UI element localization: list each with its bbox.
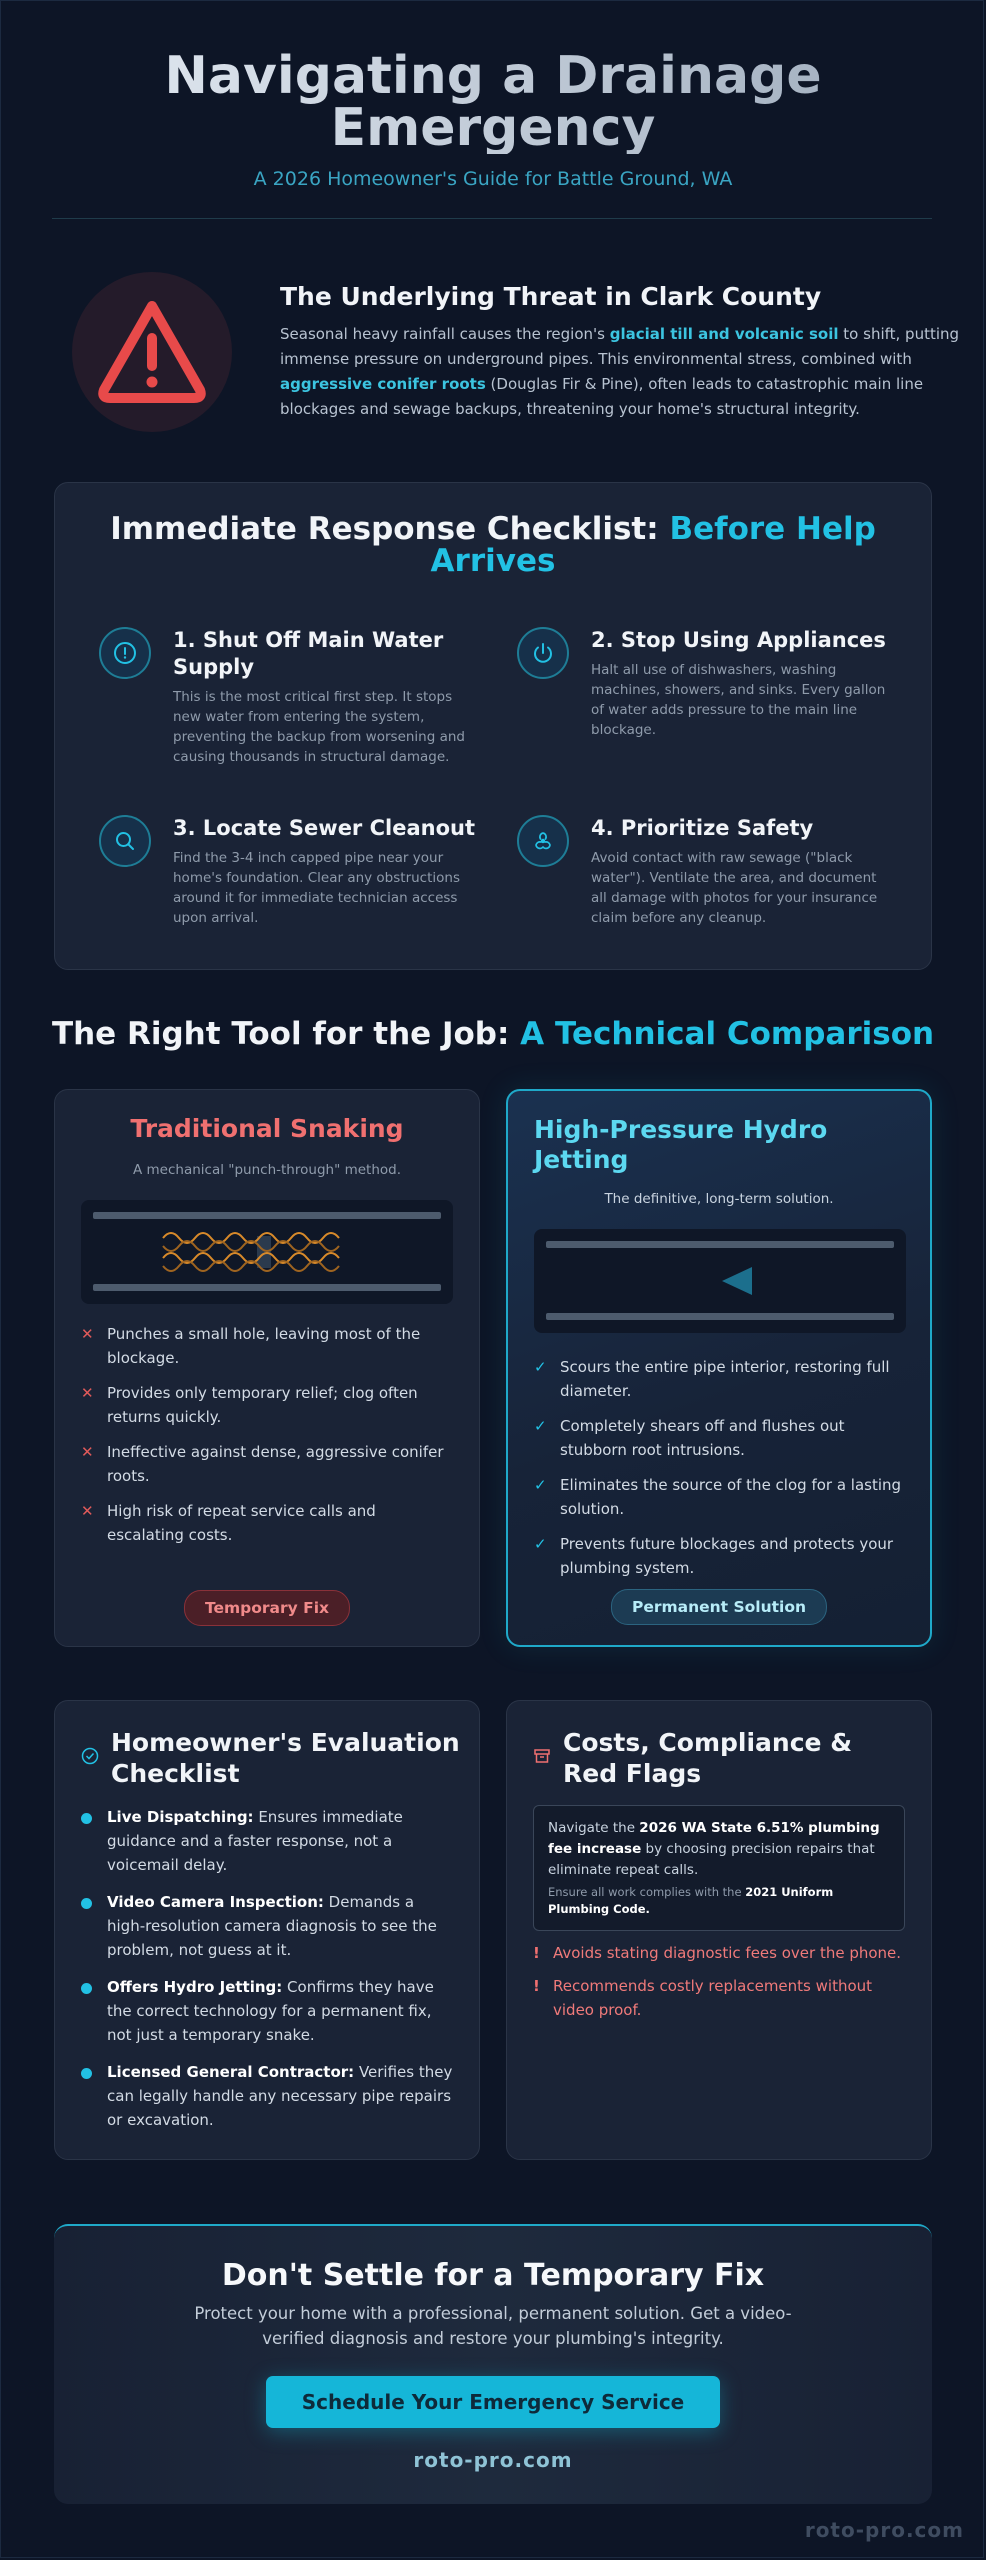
list-item: ✕ Ineffective against dense, aggressive conifer roots. xyxy=(81,1443,444,1485)
response-checklist-card xyxy=(54,482,932,970)
list-item: ✓ Eliminates the source of the clog for a lasting solution. xyxy=(534,1476,902,1518)
highlight-soil: glacial till and volcanic soil xyxy=(609,325,839,343)
divider xyxy=(52,218,932,219)
cta-heading: Don't Settle for a Temporary Fix xyxy=(221,2258,765,2293)
step-title: 3. Locate Sewer Cleanout xyxy=(173,816,475,840)
list-item: Licensed General Contractor: Verifies they can legally handle any necessary pipe repairs or excavation. xyxy=(81,2060,455,2132)
hero xyxy=(0,46,986,190)
cta-text: Protect your home with a professional, permanent solution. Get a video-verified diagnosis and restore your plumbing's integrity. xyxy=(194,2304,792,2348)
evaluation-checklist-card xyxy=(54,1700,480,2160)
threat-section xyxy=(72,270,960,430)
jet-nozzle-icon xyxy=(534,1229,906,1333)
step-shut-off-water xyxy=(99,627,489,777)
traditional-drawbacks xyxy=(81,1322,451,1558)
step-text: Find the 3-4 inch capped pipe near your home's foundation. Clear any obstructions around it for immediate technician access upon arrival. xyxy=(173,850,461,926)
list-item: Live Dispatching: Ensures immediate guidance and a faster response, not a voicemail delay. xyxy=(81,1805,455,1877)
step-stop-appliances xyxy=(517,627,907,777)
list-item: ! Avoids stating diagnostic fees over the phone. xyxy=(533,1944,902,1962)
list-item: Video Camera Inspection: Demands a high-resolution camera diagnosis to see the problem, not guess at it. xyxy=(81,1890,455,1962)
traditional-title: Traditional Snaking xyxy=(130,1114,404,1143)
costs-header xyxy=(533,1727,913,1787)
costs-title: Costs, Compliance & Red Flags xyxy=(563,1728,852,1788)
fee-info-box: Navigate the 2026 WA State 6.51% plumbing fee increase by choosing precision repairs that eliminate repeat calls. Ensure all work complies with the 2021 Uniform Plumbing Code. xyxy=(533,1805,905,1931)
list-item: Offers Hydro Jetting: Confirms they have the correct technology for a permanent fix, not just a temporary snake. xyxy=(81,1975,455,2047)
check-circle-icon xyxy=(81,1747,99,1765)
permanent-solution-badge: Permanent Solution xyxy=(611,1589,827,1625)
traditional-tagline: A mechanical "punch-through" method. xyxy=(133,1162,401,1178)
schedule-service-button[interactable]: Schedule Your Emergency Service xyxy=(266,2376,720,2428)
list-item: ✓ Scours the entire pipe interior, restoring full diameter. xyxy=(534,1358,890,1400)
warning-triangle-icon xyxy=(72,272,232,432)
list-item: ! Recommends costly replacements without video proof. xyxy=(533,1977,873,2019)
archive-box-icon xyxy=(533,1747,551,1765)
step-locate-cleanout xyxy=(99,815,489,965)
hydro-title: High-Pressure Hydro Jetting xyxy=(534,1115,828,1174)
page-subtitle: A 2026 Homeowner's Guide for Battle Ground, WA xyxy=(253,168,733,190)
checklist-title: Immediate Response Checklist: Before Help Arrives xyxy=(110,511,876,579)
step-title: 2. Stop Using Appliances xyxy=(591,628,886,652)
hydro-benefits xyxy=(534,1355,904,1591)
traditional-snaking-card xyxy=(54,1089,480,1647)
temporary-fix-badge: Temporary Fix xyxy=(184,1590,350,1626)
step-text: Halt all use of dishwashers, washing machines, showers, and sinks. Every gallon of water adds pressure to the main line blockage. xyxy=(591,662,886,738)
step-prioritize-safety xyxy=(517,815,907,965)
step-title: 4. Prioritize Safety xyxy=(591,816,814,840)
snake-coil-icon xyxy=(81,1200,453,1304)
threat-heading: The Underlying Threat in Clark County xyxy=(280,282,822,311)
alert-circle-icon xyxy=(99,627,151,679)
red-flags-list xyxy=(533,1941,913,2031)
list-item: ✕ Punches a small hole, leaving most of the blockage. xyxy=(81,1325,421,1367)
hydro-jetting-card xyxy=(506,1089,932,1647)
evaluation-header xyxy=(81,1727,461,1787)
step-text: Avoid contact with raw sewage ("black water"). Ventilate the area, and document all damage with photos for your insurance claim before any cleanup. xyxy=(591,850,878,926)
list-item: ✓ Completely shears off and flushes out stubborn root intrusions. xyxy=(534,1417,845,1459)
evaluation-title: Homeowner's Evaluation Checklist xyxy=(111,1728,460,1788)
cta-section xyxy=(54,2224,932,2504)
step-text: This is the most critical first step. It stops new water from entering the system, preventing the backup from worsening and causing thousands in structural damage. xyxy=(173,689,465,765)
step-title: 1. Shut Off Main Water Supply xyxy=(173,628,444,679)
list-item: ✓ Prevents future blockages and protects your plumbing system. xyxy=(534,1535,894,1577)
hydro-tagline: The definitive, long-term solution. xyxy=(604,1191,834,1207)
list-item: ✕ Provides only temporary relief; clog often returns quickly. xyxy=(81,1384,418,1426)
comparison-title: The Right Tool for the Job: A Technical Comparison xyxy=(51,1016,935,1052)
search-icon xyxy=(99,815,151,867)
list-item: ✕ High risk of repeat service calls and escalating costs. xyxy=(81,1502,376,1544)
biohazard-icon xyxy=(517,815,569,867)
snake-pipe-illustration xyxy=(81,1200,453,1304)
site-link[interactable]: roto-pro.com xyxy=(413,2448,573,2472)
jetting-pipe-illustration xyxy=(534,1229,906,1333)
threat-text: Seasonal heavy rainfall causes the region's glacial till and volcanic soil to shift, putting immense pressure on underground pipes. This environmental stress, combined with aggressive conifer roots (Douglas Fir & Pine), often leads to catastrophic main line blockages and sewage backups, threatening your home's structural integrity. xyxy=(280,325,960,418)
evaluation-list xyxy=(81,1805,455,2145)
power-icon xyxy=(517,627,569,679)
costs-compliance-card xyxy=(506,1700,932,2160)
highlight-roots: aggressive conifer roots xyxy=(280,375,486,393)
page-title: Navigating a Drainage Emergency xyxy=(0,50,986,154)
watermark: roto-pro.com xyxy=(804,2518,964,2542)
